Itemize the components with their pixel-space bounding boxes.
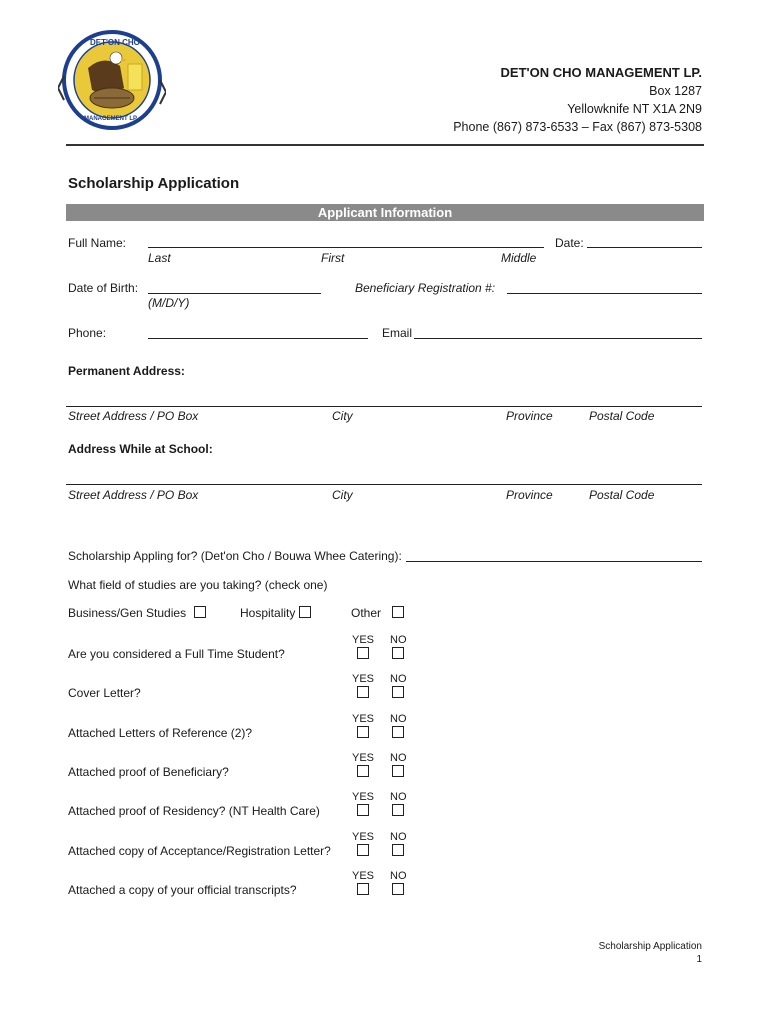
page-number: 1 — [696, 954, 702, 965]
question-4-no-checkbox[interactable] — [392, 765, 404, 777]
field-question: What field of studies are you taking? (check one) — [68, 578, 328, 592]
footer-doc-name: Scholarship Application — [598, 941, 702, 952]
company-logo — [58, 28, 166, 132]
question-3-no-label: NO — [390, 712, 407, 725]
perm-street-label: Street Address / PO Box — [68, 409, 199, 423]
question-6-no-checkbox[interactable] — [392, 844, 404, 856]
question-6-yes-label: YES — [352, 830, 375, 843]
school-address-field[interactable] — [66, 484, 702, 485]
section-bar-title: Applicant Information — [317, 205, 453, 220]
question-5-yes-checkbox[interactable] — [357, 804, 369, 816]
question-2-no-label: NO — [390, 673, 407, 686]
question-7-no-label: NO — [390, 869, 407, 882]
question-5-label: Attached proof of Residency? (NT Health Care) — [68, 804, 320, 819]
question-2-no-checkbox[interactable] — [392, 686, 404, 698]
perm-postal-label: Postal Code — [589, 409, 655, 423]
permanent-address-heading: Permanent Address: — [68, 364, 185, 378]
dob-format: (M/D/Y) — [148, 296, 190, 310]
question-5-yes-label: YES — [352, 791, 375, 804]
org-contact: Phone (867) 873-6533 – Fax (867) 873-5308 — [453, 120, 702, 134]
question-3-yes-label: YES — [352, 712, 375, 725]
option-hospitality-label: Hospitality — [240, 606, 296, 620]
dob-label: Date of Birth: — [68, 281, 139, 295]
email-label: Email — [382, 326, 413, 340]
question-5-no-checkbox[interactable] — [392, 804, 404, 816]
question-2-label: Cover Letter? — [68, 686, 141, 701]
org-address-line1: Box 1287 — [649, 84, 702, 98]
option-other-checkbox[interactable] — [392, 606, 404, 618]
school-province-label: Province — [506, 488, 553, 502]
phone-field[interactable] — [148, 338, 368, 339]
question-7-yes-checkbox[interactable] — [357, 883, 369, 895]
option-business-checkbox[interactable] — [194, 606, 206, 618]
option-business-label: Business/Gen Studies — [68, 606, 187, 620]
form-title: Scholarship Application — [68, 175, 240, 192]
question-7-yes-label: YES — [352, 869, 375, 882]
beneficiary-field[interactable] — [507, 293, 702, 294]
question-4-yes-checkbox[interactable] — [357, 765, 369, 777]
question-3-no-checkbox[interactable] — [392, 726, 404, 738]
scholarship-question: Scholarship Appling for? (Det'on Cho / Bouwa Whee Catering): — [68, 549, 402, 563]
question-5-no-label: NO — [390, 791, 407, 804]
dob-field[interactable] — [148, 293, 321, 294]
org-header — [453, 64, 702, 136]
option-hospitality-checkbox[interactable] — [299, 606, 311, 618]
phone-label: Phone: — [68, 326, 107, 340]
logo-bottom-text: MANAGEMENT LP. — [84, 116, 138, 122]
question-3-yes-checkbox[interactable] — [357, 726, 369, 738]
question-6-no-label: NO — [390, 830, 407, 843]
org-address-line2: Yellowknife NT X1A 2N9 — [567, 102, 702, 116]
question-1-no-label: NO — [390, 634, 407, 646]
question-2-yes-checkbox[interactable] — [357, 686, 369, 698]
email-field[interactable] — [414, 338, 702, 339]
question-7-no-checkbox[interactable] — [392, 883, 404, 895]
question-4-no-label: NO — [390, 751, 407, 764]
question-2-yes-label: YES — [352, 673, 375, 686]
last-label: Last — [148, 251, 171, 265]
question-1-no-checkbox[interactable] — [392, 647, 404, 659]
org-name: DET'ON CHO MANAGEMENT LP. — [500, 65, 702, 80]
question-1-label: Are you considered a Full Time Student? — [68, 647, 285, 661]
question-6-yes-checkbox[interactable] — [357, 844, 369, 856]
logo-top-text: DET'ON CHO — [90, 38, 140, 47]
full-name-label: Full Name: — [68, 236, 127, 250]
question-1-yes-label: YES — [352, 634, 375, 646]
school-city-label: City — [332, 488, 353, 502]
question-7-label: Attached a copy of your official transcripts? — [68, 882, 297, 897]
school-address-heading: Address While at School: — [68, 442, 213, 456]
school-street-label: Street Address / PO Box — [68, 488, 199, 502]
scholarship-field[interactable] — [406, 561, 702, 562]
date-field[interactable] — [587, 247, 702, 248]
full-name-field[interactable] — [148, 247, 544, 248]
first-label: First — [321, 251, 345, 265]
question-6-label: Attached copy of Acceptance/Registration Letter? — [68, 843, 331, 858]
date-label: Date: — [555, 236, 584, 250]
permanent-address-field[interactable] — [66, 406, 702, 407]
perm-city-label: City — [332, 409, 353, 423]
school-postal-label: Postal Code — [589, 488, 655, 502]
footer — [599, 940, 702, 966]
question-4-label: Attached proof of Beneficiary? — [68, 764, 229, 779]
section-bar — [66, 204, 704, 221]
header-divider — [66, 144, 704, 146]
question-1-yes-checkbox[interactable] — [357, 647, 369, 659]
beneficiary-label: Beneficiary Registration #: — [355, 281, 496, 295]
question-4-yes-label: YES — [352, 751, 375, 764]
question-3-label: Attached Letters of Reference (2)? — [68, 725, 253, 740]
perm-province-label: Province — [506, 409, 553, 423]
middle-label: Middle — [501, 251, 537, 265]
option-other-label: Other — [351, 606, 382, 620]
